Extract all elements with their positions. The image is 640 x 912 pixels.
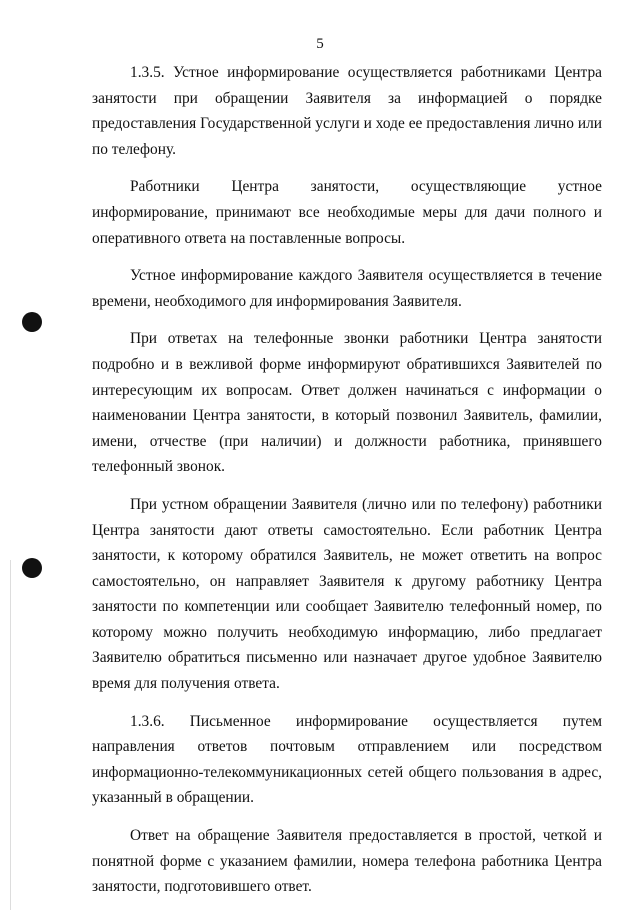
document-body xyxy=(92,60,602,912)
scan-edge-line xyxy=(10,560,11,910)
paragraph-workers: Работники Центра занятости, осуществляющие устное информирование, принимают все необходимые меры для дачи полного и оперативного ответа на поставленные вопросы. xyxy=(92,178,602,247)
paragraph-phone-calls: При ответах на телефонные звонки работники Центра занятости подробно и в вежливой форме информируют обратившихся Заявителей по интересующим их вопросам. Ответ должен начинаться с информации о наименовании Центра занятости, в который позвонил Заявитель, фамилии, имени, отчестве (при наличии) и должности работника, принявшего телефонный звонок. xyxy=(92,330,602,476)
paragraph-oral-duration: Устное информирование каждого Заявителя осуществляется в течение времени, необходимого для информирования Заявителя. xyxy=(92,267,602,310)
punch-hole-mark xyxy=(22,558,42,578)
paragraph-1-3-6: 1.3.6. Письменное информирование осуществляется путем направления ответов почтовым отправлением или посредством информационно-телекоммуникационных сетей общего пользования в адрес, указанный в обращении. xyxy=(92,712,602,807)
punch-hole-mark xyxy=(22,312,42,332)
paragraph-written-answer: Ответ на обращение Заявителя предоставляется в простой, четкой и понятной форме с указанием фамилии, номера телефона работника Центра занятости, подготовившего ответ. xyxy=(92,827,602,896)
paragraph-oral-request: При устном обращении Заявителя (лично или по телефону) работники Центра занятости дают ответы самостоятельно. Если работник Центра занятости, к которому обратился Заявитель, не может ответить на вопрос самостоятельно, он направляет Заявителя к другому работнику Центра занятости по компетенции или сообщает Заявителю телефонный номер, по которому можно получить необходимую информацию, либо предлагает Заявителю обратиться письменно или назначает другое удобное Заявителю время для получения ответа. xyxy=(92,495,602,693)
paragraph-1-3-5: 1.3.5. Устное информирование осуществляется работниками Центра занятости при обращении Заявителя за информацией о порядке предоставления Государственной услуги и ходе ее предоставления лично или по телефону. xyxy=(92,64,602,158)
page-number: 5 xyxy=(316,36,324,52)
